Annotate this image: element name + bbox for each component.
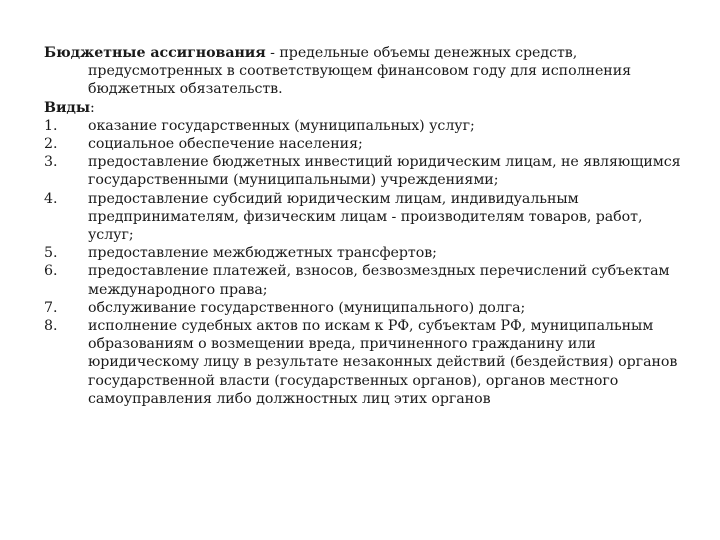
- list-item-text: предоставление бюджетных инвестиций юридическим лицам, не являющимся государственными (муниципальными) учреждениями;: [88, 154, 681, 189]
- kinds-list: [44, 117, 684, 408]
- list-item: [44, 117, 684, 135]
- list-item-number: 5.: [44, 245, 58, 262]
- list-item-text: исполнение судебных актов по искам к РФ, субъектам РФ, муниципальным образованиям о возмещении вреда, причиненного гражданину или юридическому лицу в результате незаконных действий (бездействия) органов государственной власти (государственных органов), органов местного самоуправления либо должностных лиц этих органов: [88, 318, 678, 407]
- definition-term: Бюджетные ассигнования: [44, 45, 266, 61]
- list-item-number: 6.: [44, 263, 58, 280]
- definition-text: - предельные объемы денежных средств, предусмотренных в соответствующем финансовом году для исполнения бюджетных обязательств.: [88, 45, 631, 98]
- list-item: [44, 135, 684, 153]
- list-item: [44, 262, 684, 298]
- list-item-number: 2.: [44, 136, 58, 153]
- list-item-text: социальное обеспечение населения;: [88, 136, 363, 153]
- list-item-number: 7.: [44, 299, 58, 316]
- list-item-text: предоставление субсидий юридическим лицам, индивидуальным предпринимателям, физическим лицам - производителям товаров, работ, услуг;: [88, 190, 643, 244]
- list-item-text: предоставление межбюджетных трансфертов;: [88, 245, 437, 262]
- slide-content: [44, 44, 684, 408]
- list-item-number: 4.: [44, 190, 58, 207]
- definition-paragraph: [44, 44, 684, 99]
- list-item: [44, 153, 684, 189]
- list-item-text: обслуживание государственного (муниципального) долга;: [88, 299, 526, 316]
- list-item-text: предоставление платежей, взносов, безвозмездных перечислений субъектам международного права;: [88, 263, 670, 298]
- list-item: [44, 299, 684, 317]
- kinds-label: Виды: [44, 99, 90, 116]
- list-item-text: оказание государственных (муниципальных) услуг;: [88, 117, 475, 134]
- list-item-number: 1.: [44, 117, 58, 134]
- kinds-heading: [44, 99, 684, 117]
- list-item: [44, 244, 684, 262]
- kinds-colon: :: [90, 99, 95, 116]
- list-item-number: 3.: [44, 154, 58, 171]
- list-item: [44, 317, 684, 408]
- list-item: [44, 190, 684, 245]
- list-item-number: 8.: [44, 318, 58, 335]
